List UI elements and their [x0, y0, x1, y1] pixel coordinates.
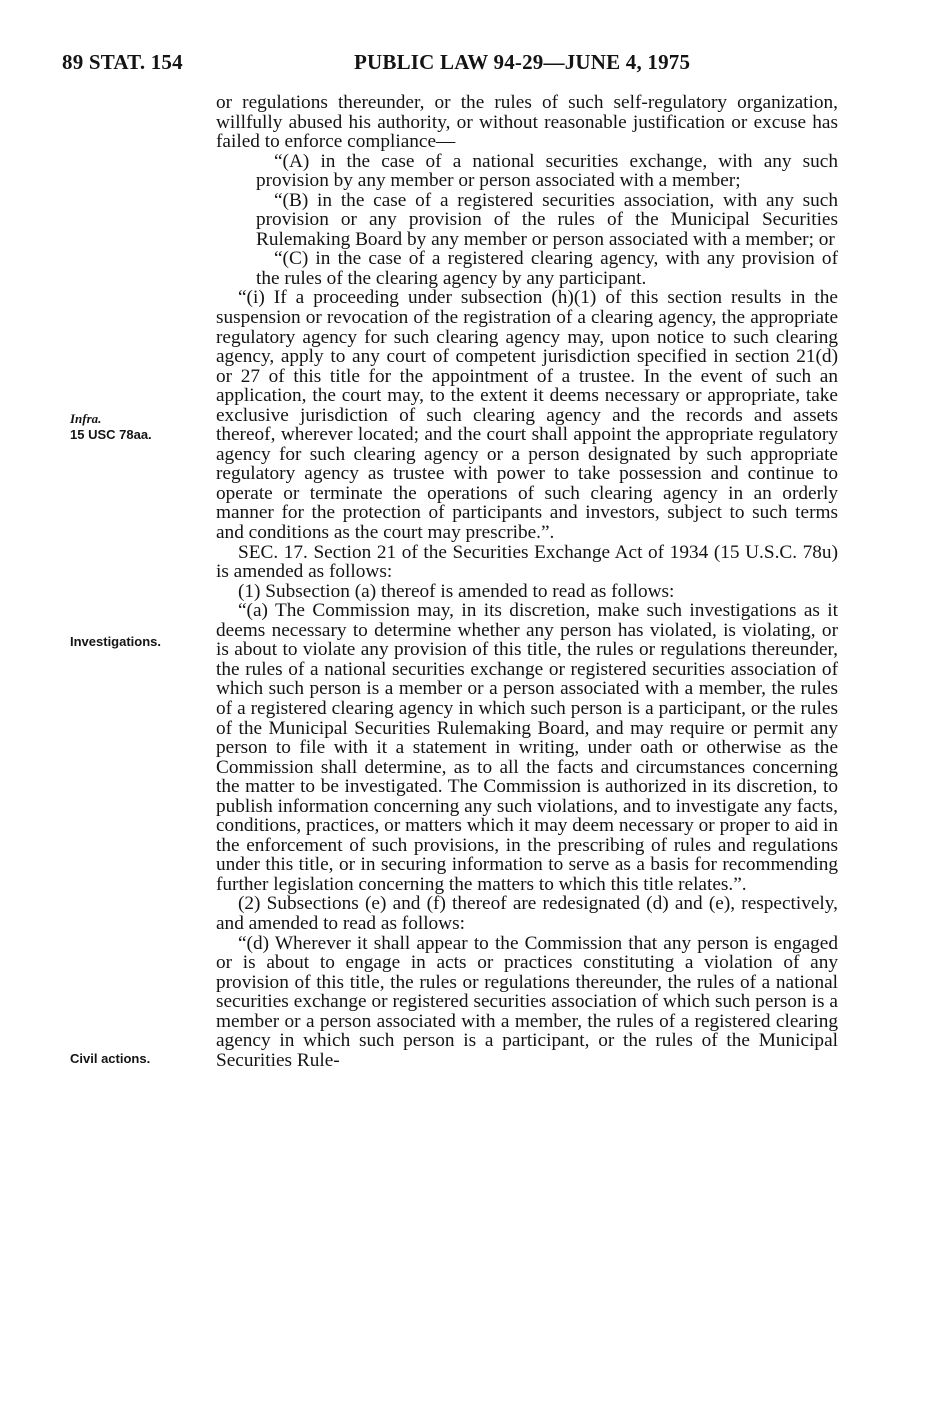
section-17: SEC. 17. Section 21 of the Securities Exchange Act of 1934 (15 U.S.C. 78u) is amended as follows:	[216, 541, 838, 583]
subsection-i: “(i) If a proceeding under subsection (h)(1) of this section results in the suspension or revocation of the registration of a clearing agency, the appropriate regulatory agency for such clearing agency may, upon notice to such clearing agency, apply to any court of competent jurisdiction specified in section 21(d) or 27 of this title for the appointment of a trustee. In the event of such an application, the court may, to the extent it deems necessary or appropriate, take exclusive jurisdiction of such clearing agency and the records and assets thereof, wherever located; and the court shall appoint the appropriate regulatory agency for such clearing agency or a person designated by such appropriate regulatory agency as trustee with power to take possession and continue to operate or terminate the operations of such clearing agency in an orderly manner for the protection of participants and investors, subject to such terms and conditions as the court may prescribe.”.	[216, 287, 838, 544]
margin-note-civil-actions: Civil actions.	[70, 1051, 151, 1066]
item-2: (2) Subsections (e) and (f) thereof are redesignated (d) and (e), respectively, and amended to read as follows:	[216, 893, 838, 934]
paragraph-continuation: or regulations thereunder, or the rules of such self-regulatory organization, willfully abused his authority, or without reasonable justification or excuse has failed to enforce compliance—	[216, 92, 838, 153]
clause-a: “(A) in the case of a national securities exchange, with any such provision by any member or person associated with a member;	[256, 150, 838, 192]
page-header	[62, 50, 881, 84]
clause-b: “(B) in the case of a registered securities association, with any such provision or any provision of the rules of the Municipal Securities Rulemaking Board by any member or person associated with a member; or	[256, 189, 838, 250]
subsection-d: “(d) Wherever it shall appear to the Commission that any person is engaged or is about to engage in acts or practices constituting a violation of any provision of this title, the rules or regulations thereunder, the rules of a national securities exchange or registered securities association of which such person is a member or a person associated with a member, the rules of a registered clearing agency in which such person is a participant, or the rules of the Municipal Securities Rule-	[216, 932, 838, 1071]
margin-note-usc: 15 USC 78aa.	[70, 427, 152, 442]
item-1: (1) Subsection (a) thereof is amended to read as follows:	[238, 580, 675, 602]
stat-citation: 89 STAT. 154	[62, 50, 183, 74]
body-text	[216, 93, 838, 1070]
law-title: PUBLIC LAW 94-29—JUNE 4, 1975	[354, 50, 691, 74]
margin-note-investigations: Investigations.	[70, 634, 162, 649]
subsection-a: “(a) The Commission may, in its discretion, make such investigations as it deems necessary to determine whether any person has violated, is violating, or is about to violate any provision of this title, the rules or regulations thereunder, the rules of a national securities exchange or registered securities association of which such person is a member or a person associated with a member, the rules of a registered clearing agency in which such person is a participant, or the rules of the Municipal Securities Rulemaking Board, and may require or permit any person to file with it a statement in writing, under oath or otherwise as the Commission shall determine, as to all the facts and circumstances concerning the matter to be investigated. The Commission is authorized in its discretion, to publish information concerning any such violations, and to investigate any facts, conditions, practices, or matters which it may deem necessary or proper to aid in the enforcement of such provisions, in the prescribing of rules and regulations under this title, or in securing information to serve as a basis for recommending further legislation concerning the matters to which this title relates.”.	[216, 600, 838, 895]
margin-note-infra: Infra. 15 USC 78aa.	[70, 411, 152, 442]
clause-c: “(C) in the case of a registered clearing agency, with any provision of the rules of the clearing agency by any participant.	[256, 248, 838, 289]
